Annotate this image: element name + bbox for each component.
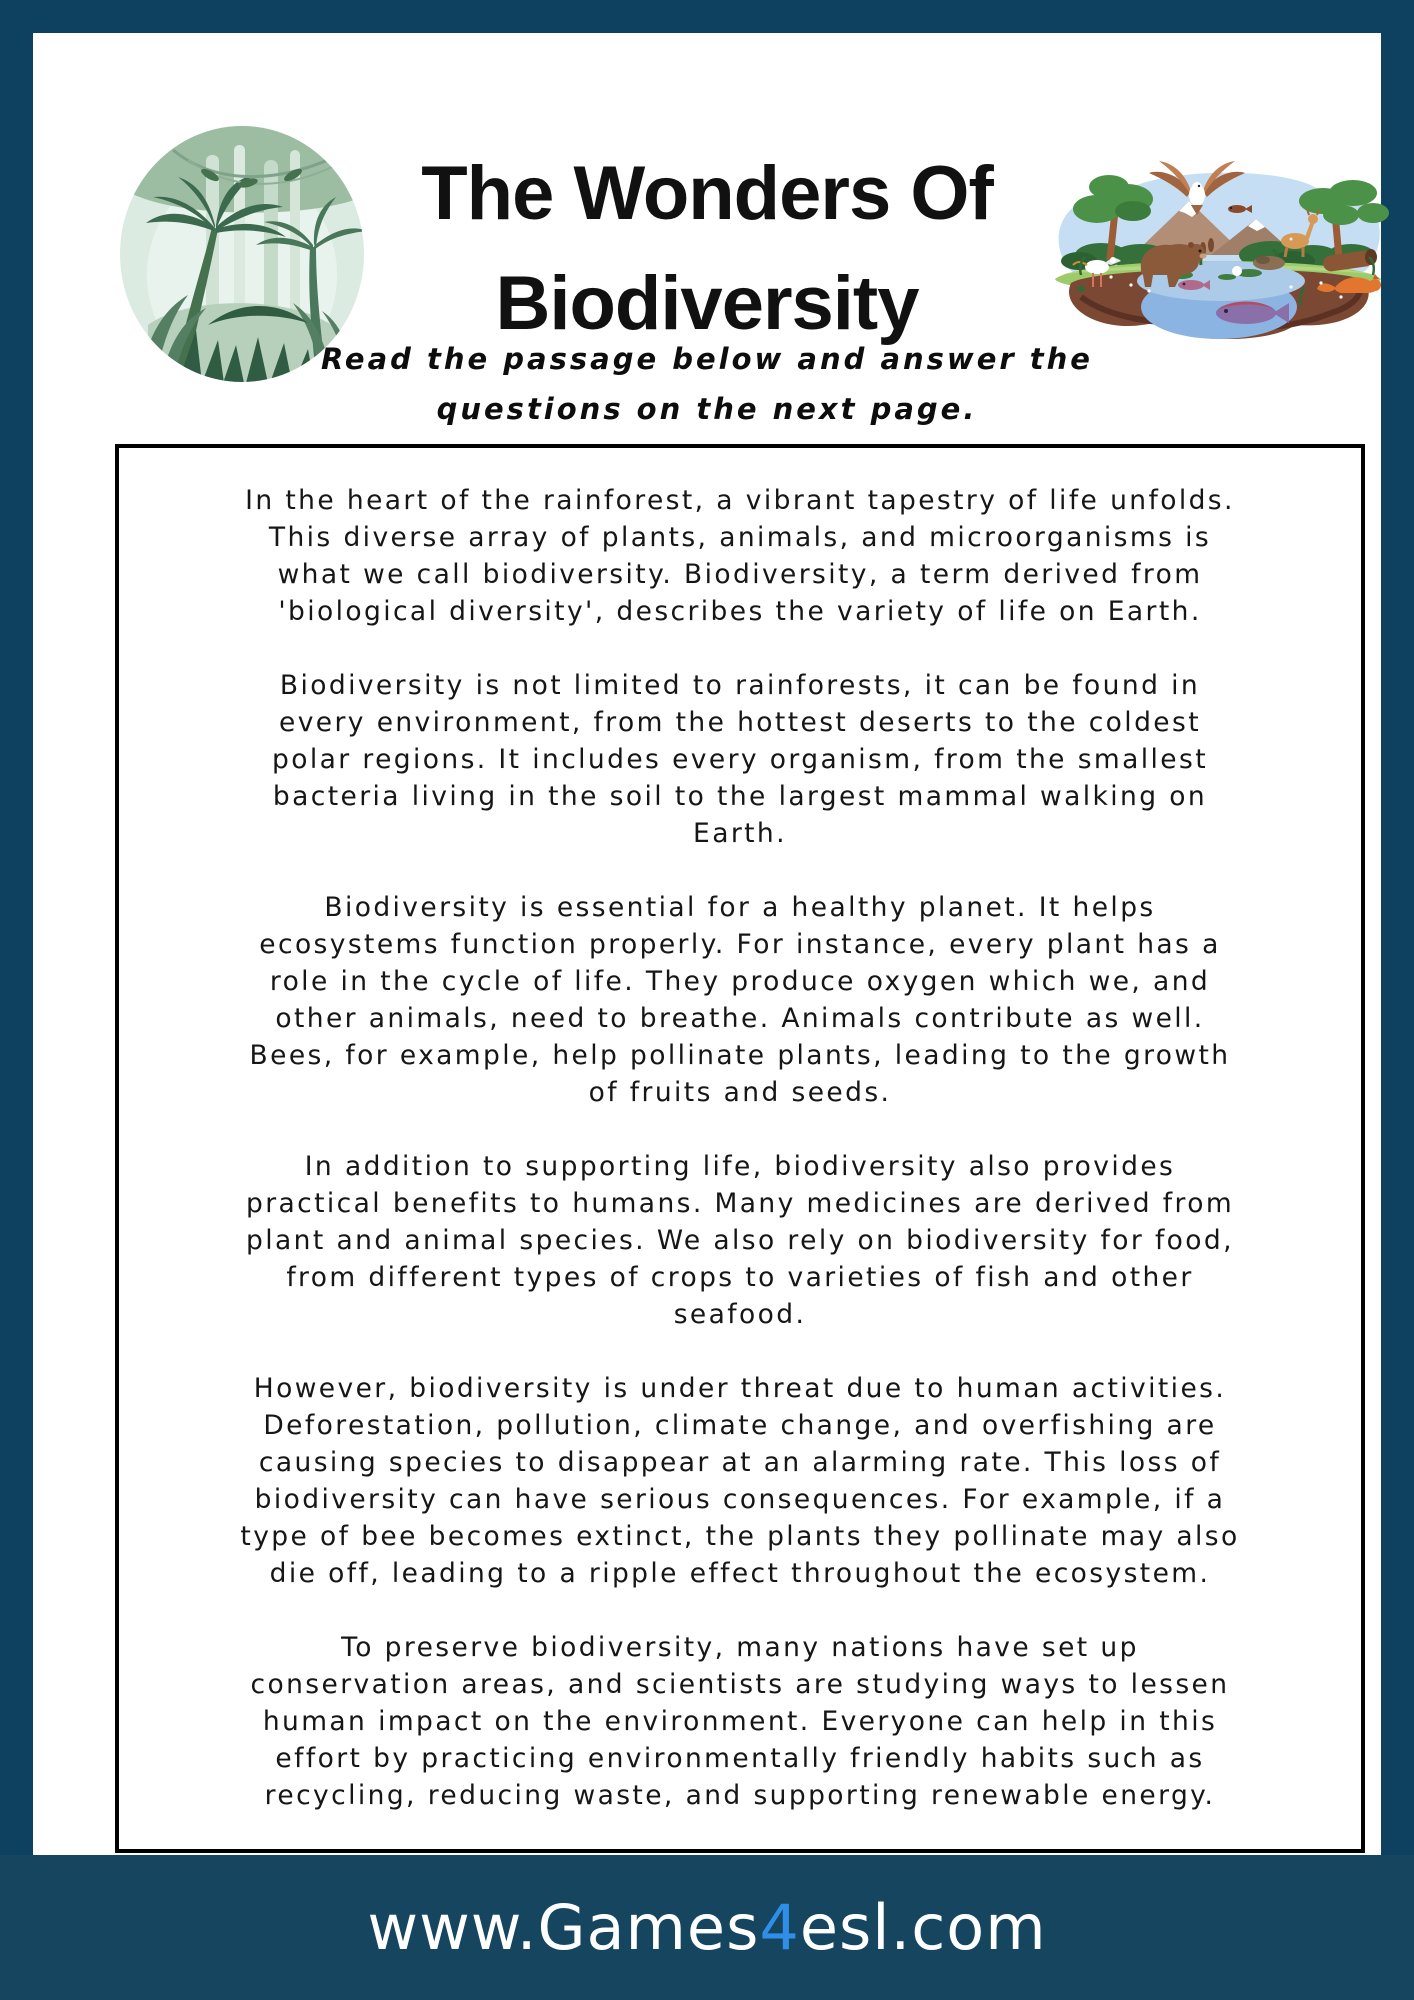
- reading-passage-box: [115, 444, 1365, 1853]
- website-link[interactable]: [367, 1890, 1047, 1964]
- page-title-line2: Biodiversity: [495, 260, 919, 346]
- footer-bar: [0, 1855, 1414, 2000]
- passage-paragraph: To preserve biodiversity, many nations have set up conservation areas, and scientists are studying ways to lessen human impact on the environment. Everyone can help in this effort by practicing environmentally friendly habits such as recycling, reducing waste, and supporting renewable energy.: [250, 1632, 1230, 1811]
- page-title-line1: The Wonders Of: [421, 150, 993, 236]
- passage-paragraph: However, biodiversity is under threat due to human activities. Deforestation, pollution, climate change, and overfishing are causing species to disappear at an alarming rate. This loss of biodiversity can have serious consequences. For example, if a type of bee becomes extinct, the plants they pollinate may also die off, leading to a ripple effect throughout the ecosystem.: [240, 1373, 1240, 1589]
- passage-paragraph: Biodiversity is essential for a healthy planet. It helps ecosystems function properly. For instance, every plant has a role in the cycle of life. They produce oxygen which we, and other animals, need to breathe. Animals contribute as well. Bees, for example, help pollinate plants, leading to the growth of fruits and seeds.: [249, 892, 1231, 1108]
- passage-paragraph: In addition to supporting life, biodiversity also provides practical benefits to humans. Many medicines are derived from plant and animal species. We also rely on biodiversity for food, from different types of crops to varieties of fish and other seafood.: [245, 1151, 1235, 1330]
- instructions-line1: Read the passage below and answer the: [321, 342, 1093, 376]
- instructions-line2: questions on the next page.: [436, 392, 978, 426]
- passage-paragraph: In the heart of the rainforest, a vibrant tapestry of life unfolds. This diverse array of plants, animals, and microorganisms is what we call biodiversity. Biodiversity, a term derived from 'biological diversity', describes the variety of life on Earth.: [245, 485, 1235, 627]
- instructions: [33, 334, 1381, 434]
- passage-paragraph: Biodiversity is not limited to rainforests, it can be found in every environment, from the hottest deserts to the coldest polar regions. It includes every organism, from the smallest bacteria living in the soil to the largest mammal walking on Earth.: [272, 670, 1208, 849]
- website-link-prefix: www.Games: [367, 1890, 760, 1964]
- worksheet-page: [33, 33, 1381, 1855]
- ecosystem-illustration: [1041, 157, 1395, 345]
- website-link-accent: 4: [759, 1890, 800, 1964]
- website-link-suffix: esl.com: [799, 1890, 1047, 1964]
